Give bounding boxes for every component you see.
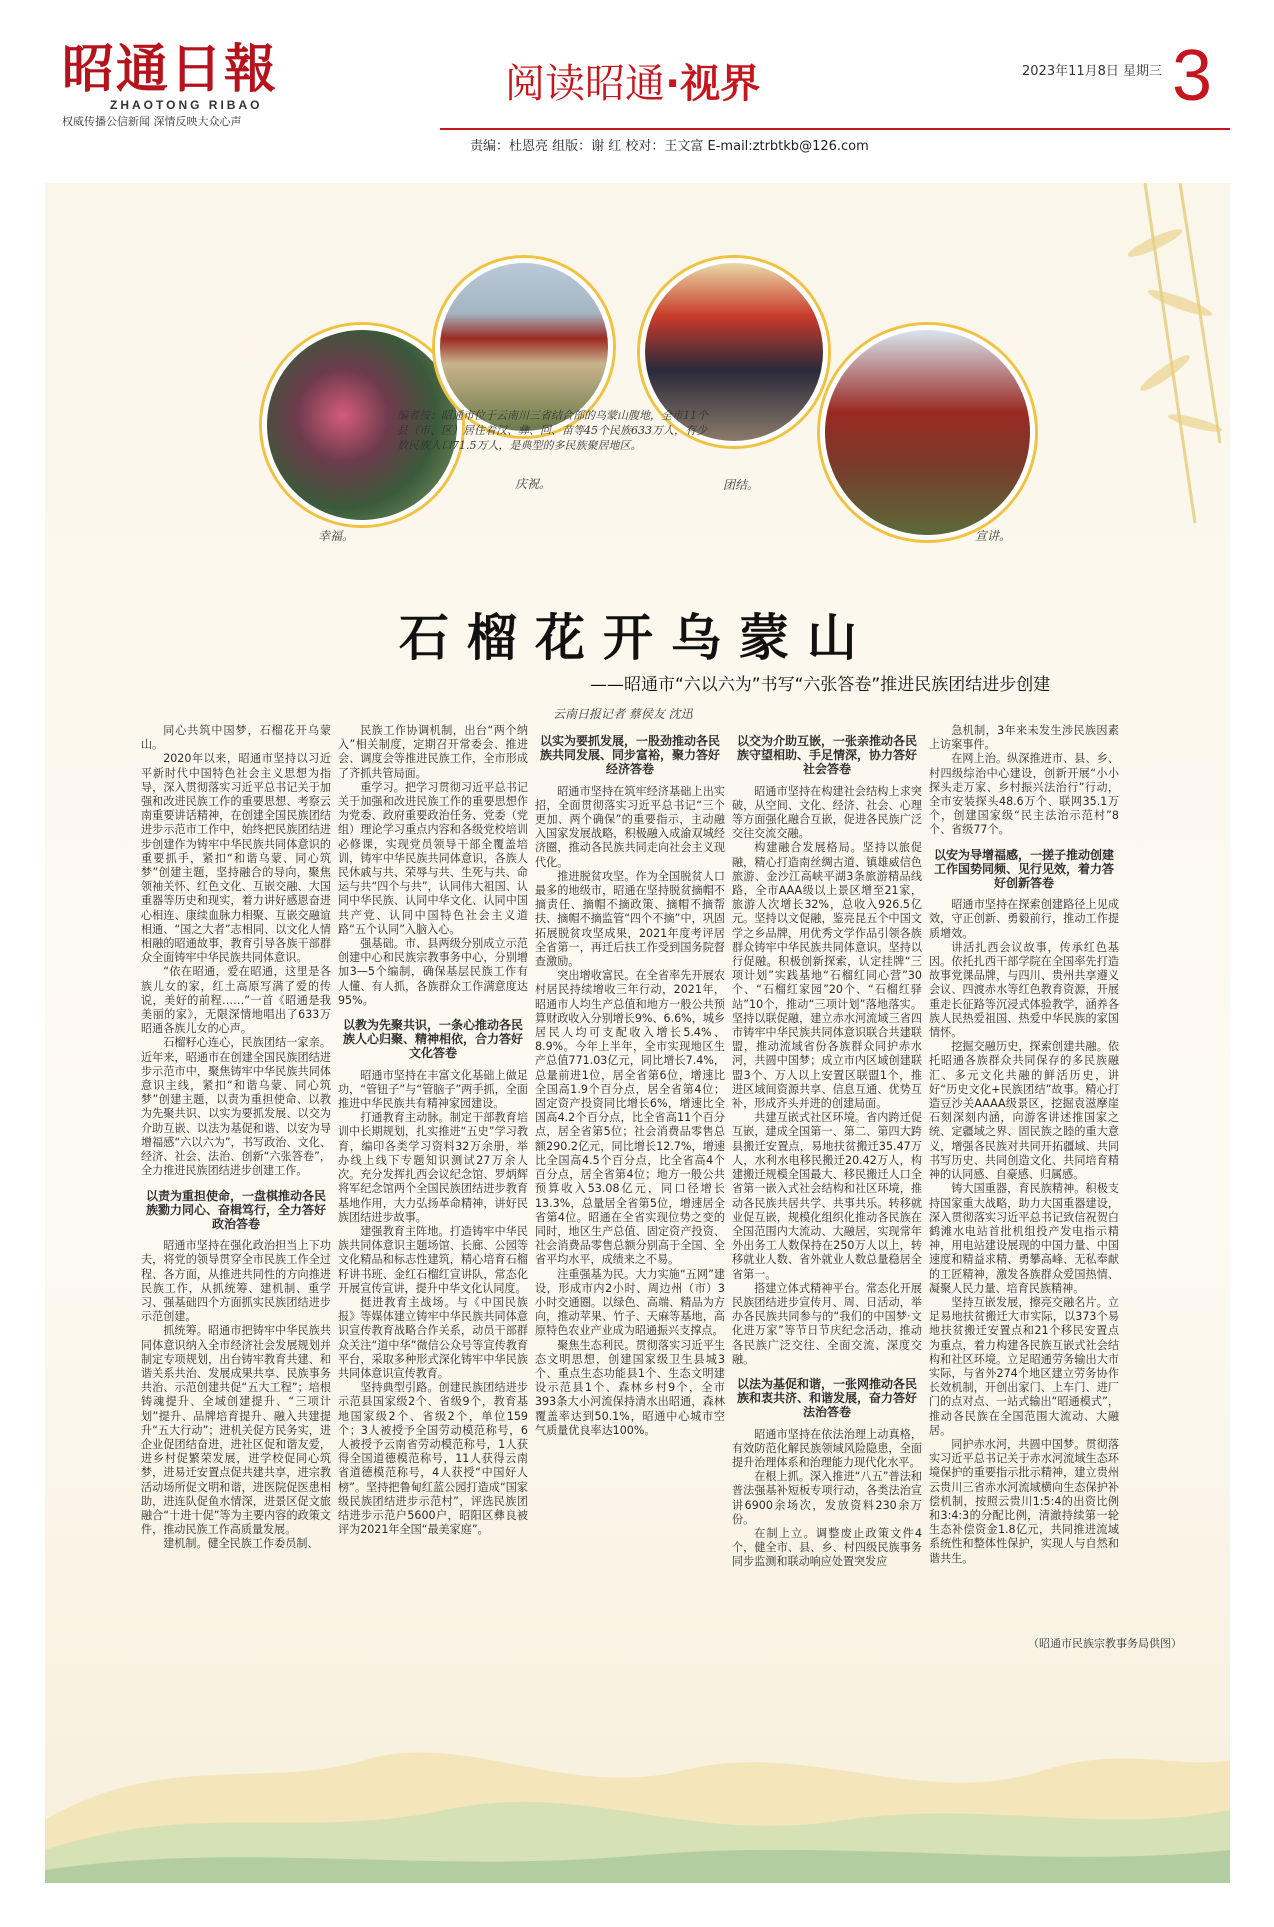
section-name-b: 视界 (680, 61, 761, 107)
article-column-4 (732, 724, 922, 1570)
photo-caption-happiness: 幸福。 (318, 529, 355, 543)
editor-note-text: 昭通市位于云南川三省结合部的乌蒙山腹地，全市11个县（市、区）居住着汉、彝、回、苗等45个民族633万人，有少数民族人口71.5万人，是典型的多民族聚居地区。 (397, 409, 708, 452)
paragraph: 建机制。健全民族工作委员制、 (163, 1537, 319, 1551)
paragraph: 昭通市坚持在丰富文化基础上做足功，“管钮子”与“管脑子”两手抓，全面推进中华民族共有精神家园建设。 (338, 1068, 528, 1111)
photo-caption-celebration: 庆祝。 (515, 477, 552, 491)
article-column-5 (929, 724, 1119, 1566)
paragraph: 挖掘交融历史，探索创建共融。依托昭通各族群众共同保存的多民族融汇、多元文化共融的鲜活历史，讲好“历史文化+民族团结”故事。精心打造豆沙关AAAA级景区，挖掘袁滋摩崖石刻深刻内涵，向游客讲述推国家之统、定疆域之界、固民族之睦的重大意义，增强各民族对共同开拓疆域、共同书写历史、共同创造文化、共同培育精神的认同感、自豪感、归属感。 (929, 1040, 1119, 1182)
paragraph: 突出增收富民。在全省率先开展农村居民持续增收三年行动，2021年，昭通市人均生产总值和地方一般公共预算财政收入分别增长9%、6.6%，城乡居民人均可支配收入增长5.4%、8.9%。今年上半年，全市实现地区生产总值771.03亿元，同比增长7.4%，总量前进1位，居全省第6位，增速比全国高1.9个百分点，居全省第4位；固定资产投资同比增长6%，增速比全国高4.2个百分点，比全省高11个百分点，居全省第5位；社会消费品零售总额290.2亿元，同比增长12.7%，增速比全国高4.5个百分点，比全省高4个百分点，居全省第4位；地方一般公共预算收入53.08亿元，同口径增长13.3%，总量居全省第5位，增速居全省第4位。昭通在全省实现位势之变的同时，地区生产总值、固定资产投资、社会消费品零售总额分别高于全国、全省平均水平，成绩来之不易。 (535, 969, 726, 1267)
section-subheading: 以责为重担使命，一盘棋推动各民族勠力同心、奋楫笃行，全力答好政治答卷 (145, 1188, 326, 1231)
section-subheading: 以教为先聚共识，一条心推动各民族人心归聚、精神相依，合力答好文化答卷 (342, 1018, 523, 1061)
article-headline: 石榴花开乌蒙山 (399, 609, 875, 667)
paragraph: 昭通市坚持在依法治理上动真格，有效防范化解民族领域风险隐患，全面提升治理体系和治理能力现代化水平。 (732, 1427, 922, 1469)
section-subheading: 以法为基促和谐，一张网推动各民族和衷共济、和谐发展，奋力答好法治答卷 (736, 1376, 917, 1420)
article-column-1 (141, 724, 331, 1552)
paragraph: 注重强基为民。大力实施“五网”建设，形成市内2小时、周边州（市）3小时交通圈。以绿色、高端、精品为方向，推动苹果、竹子、天麻等基地，高原特色农业产业成为昭通振兴支撑点。 (535, 1267, 725, 1338)
section-subheading: 以实为要抓发展，一股劲推动各民族共同发展、同步富裕，聚力答好经济答卷 (539, 734, 720, 777)
paragraph: 昭通市坚持在构建社会结构上求突破，从空间、文化、经济、社会、心理等方面强化融合互嵌，促进各民族广泛交往交流交融。 (732, 784, 922, 841)
dateline: 2023年11月8日 星期三 (1022, 64, 1163, 79)
paragraph: 挺进教育主战场。与《中国民族报》等媒体建立铸牢中华民族共同体意识宣传教育战略合作关系，动员干部群众关注“道中华”微信公众号等宣传教育平台，采取多种形式深化铸牢中华民族共同体意识宣传教育。 (338, 1295, 528, 1380)
paragraph: 铸大国重器，育民族精神。积极支持国家重大战略，助力大国重器建设，深入贯彻落实习近平总书记致信祝贺白鹤滩水电站首批机组投产发电指示精神，用电站建设展现的中国力量、中国速度和精益求精、勇攀高峰、无私奉献的工匠精神，激发各族群众爱国热情、凝聚人民力量、培育民族精神。 (929, 1182, 1119, 1295)
paragraph: 石榴籽心连心，民族团结一家亲。近年来，昭通市在创建全国民族团结进步示范市中，聚焦铸牢中华民族共同体意识主线，紧扣“和谐乌蒙、同心筑梦”创建主题，以责为重担使命、以教为先聚共识、以实为要抓发展、以交为介助互嵌、以法为基促和谐、以安为导增福感“六以六为”，书写政治、文化、经济、社会、法治、创新“六张答卷”，全力推进民族团结进步创建工作。 (141, 1036, 331, 1178)
section-dot: · (665, 61, 681, 107)
paragraph: 同心共筑中国梦，石榴花开乌蒙山。 (141, 724, 331, 752)
paragraph: 重学习。把学习贯彻习近平总书记关于加强和改进民族工作的重要思想作为党委、政府重要政治任务、党委（党组）理论学习重点内容和各级党校培训必修课，实现党员领导干部全覆盖培训，铸牢中华民族共同体意识，各族人民休戚与共、荣辱与共、生死与共、命运与共“四个与共”，认同伟大祖国、认同中华民族、认同中华文化、认同中国共产党、认同中国特色社会主义道路“五个认同”入脑入心。 (338, 780, 528, 936)
paragraph: 坚持典型引路。创建民族团结进步示范县国家级2个、省级9个，教育基地国家级2个、省级2个，单位159个；3人被授予全国劳动模范称号，6人被授予云南省劳动模范称号，1人获得全国道德模范称号，11人获得云南省道德模范称号，4人获授“中国好人榜”。坚持把鲁甸红蓝公园打造成“国家级民族团结进步示范村”，评选民族团结进步示范户5600户，昭阳区彝良被评为2021年全国“最美家庭”。 (338, 1381, 528, 1537)
paragraph: 在网上治。纵深推进市、县、乡、村四级综治中心建设，创新开展“小小探头走万家、乡村振兴法治行”行动，全市安装探头48.6万个、联网35.1万个，创建国家级“民主法治示范村”8个、省级77个。 (929, 752, 1119, 837)
paragraph: 推进脱贫攻坚。作为全国脱贫人口最多的地级市，昭通在坚持脱贫摘帽不摘责任、摘帽不摘政策、摘帽不摘帮扶、摘帽不摘监管“四个不摘”中，巩固拓展脱贫攻坚成果，2021年度考评居全省第一，再迁后扶工作受到国务院督查激励。 (535, 869, 725, 969)
article-column-2 (338, 724, 528, 1537)
article-subhead: ——昭通市“六以六为”书写“六张答卷”推进民族团结进步创建 (590, 675, 1051, 695)
paragraph: 共建互嵌式社区环境。省内跨迁促互嵌，建成全国第一、第二、第四大跨县搬迁安置点，易地扶贫搬迁35.47万人，水利水电移民搬迁20.42万人，构建搬迁规模全国最大、移民搬迁人口全省第一嵌入式社会结构和社区环境，推动各民族共居共学、共事共乐。转移就业促互嵌，规模化组织化推动各民族在全国范围内大流动、大融居，实现常年外出务工人数保持在250万人以上，转移就业人数、省外就业人数总量稳居全省第一。 (732, 1111, 922, 1281)
article-column-3 (535, 724, 725, 1438)
paragraph: 急机制，3年来未发生涉民族因素上访案事件。 (929, 724, 1119, 752)
editor-credits: 责编：杜恩亮 组版：谢 红 校对：王文富 E-mail:ztrbtkb@126.com (470, 139, 869, 154)
paragraph: 坚持互嵌发展，擦亮交融名片。立足易地扶贫搬迁大市实际，以373个易地扶贫搬迁安置点和21个移民安置点为重点，着力构建各民族互嵌式社会结构和社区环境。立足昭通劳务输出大市实际，与省外274个地区建立劳务协作长效机制，开创出家门、上车门、进厂门的点对点、一站式输出“昭通模式”，推动各民族在全国范围大流动、大融居。 (929, 1295, 1119, 1437)
paragraph: 昭通市坚持在筑牢经济基础上出实招，全面贯彻落实习近平总书记“三个更加、两个确保”的重要指示，主动融入国家发展战略，积极融入成渝双城经济圈，推动各民族共同走向社会主义现代化。 (535, 784, 725, 869)
photo-caption-unity: 团结。 (723, 478, 760, 492)
paragraph: 昭通市坚持在探索创建路径上见成效，守正创新、勇毅前行，推动工作提质增效。 (929, 898, 1119, 940)
logo-slogan: 权威传播公信新闻 深情反映大众心声 (62, 115, 242, 128)
editor-note-label: 编者按： (397, 409, 441, 422)
photo-lecture (820, 325, 1035, 540)
section-name-a: 阅读昭通 (505, 61, 665, 107)
editor-note (397, 408, 717, 453)
photo-credit: （昭通市民族宗教事务局供图） (1028, 1637, 1182, 1650)
paragraph: 同护赤水河，共圆中国梦。贯彻落实习近平总书记关于赤水河流域生态环境保护的重要指示批示精神，建立贵州云贵川三省赤水河流域横向生态保护补偿机制，按照云贵川1:5:4的出资比例和3:4:3的分配比例，清澈持续第一轮生态补偿资金1.8亿元，共同推进流域系统性和整体性保护，实现人与自然和谐共生。 (929, 1437, 1119, 1565)
paragraph: 聚焦生态利民。贯彻落实习近平生态文明思想，创建国家级卫生县城3个、重点生态功能县1个、生态文明建设示范县1个、森林乡村9个，全市393条大小河流保持清水出昭通，森林覆盖率达到50.1%，昭通中心城市空气质量优良率达100%。 (535, 1338, 725, 1437)
mountain-decoration (45, 1660, 1230, 1883)
paragraph: 2020年以来，昭通市坚持以习近平新时代中国特色社会主义思想为指导，深入贯彻落实习近平总书记关于加强和改进民族工作的重要思想、考察云南重要讲话精神，在创建全国民族团结进步示范市工作中，始终把民族团结进步创建作为铸牢中华民族共同体意识的重要抓手，紧扣“和谐乌蒙、同心筑梦”创建主题，坚持融合的导向，聚焦领袖关怀、红色文化、互嵌交融、大国重器等历史和现实，着力讲好感恩奋进心相连、康续血脉力相聚、互嵌交融谊相通、“国之大者”志相同、以文化人情相融的昭通故事，教育引导各族干部群众全面铸牢中华民族共同体意识。 (141, 752, 331, 965)
paragraph: 在制上立。调整废止政策文件4个，健全市、县、乡、村四级民族事务同步监测和联动响应处置突发应 (732, 1526, 922, 1569)
bamboo-decoration (1085, 183, 1230, 543)
paragraph: 打通教育主动脉。制定干部教育培训中长期规划，扎实推进“五史”学习教育，编印各类学习资料32万余册，举办线上线下专题知识测试27万余人次。充分发挥扎西会议纪念馆、罗炳辉将军纪念馆两个全国民族团结进步教育基地作用，大力弘扬革命精神，讲好民族团结进步故事。 (338, 1111, 528, 1224)
newspaper-logo: 昭通日報 (62, 39, 279, 100)
paragraph: 构建融合发展格局。坚持以旅促融，精心打造南丝绸古道、镇雄威信色旅游、金沙江高峡平湖3条旅游精品线路，全市AAA级以上景区增至21家，旅游人次增长32%，总收入926.5亿元。坚持以文促融，鉴亮昆五个中国文学之乡品牌，用优秀文学作品引领各族群众铸牢中华民族共同体意识。坚持以行促融。积极创新探索，认定挂牌“三项计划”实践基地“石榴红同心营”30个、“石榴红家园”20个、“石榴红驿站”10个，推动“三项计划”落地落实。坚持以联促融，建立赤水河流域三省四市铸牢中华民族共同体意识联合共建联盟，推动流域省份各族群众同护赤水河，共圆中国梦；成立市内区域创建联盟3个、万人以上安置区联盟1个，推进区域间资源共享、信息互通、优势互补，形成齐头并进的创建局面。 (732, 841, 922, 1111)
header-rule (440, 128, 1230, 130)
paragraph: 抓统筹。昭通市把铸牢中华民族共同体意识纳入全市经济社会发展规划并制定专项规划，出台铸牢教育共建、和谐关系共治、发展成果共享、民族事务共治、示范创建共促“五大工程”；培根铸魂提升、全域创建提升、“三项计划”提升、品牌培育提升、融入共建提升“五大行动”；进机关促方民务实，进企业促团结奋进，进社区促和谐友爱，进乡村促繁荣发展，进学校促同心筑梦，进易迁安置点促共建共享，进宗教活动场所促文明和谐，进医院促医患相助，进连队促鱼水情深，进景区促文旅融合“十进十促”等为主要内容的政策文件，推动民族工作高质量发展。 (141, 1324, 331, 1537)
logo-pinyin: ZHAOTONG RIBAO (110, 98, 263, 112)
section-title (505, 52, 760, 109)
section-subheading: 以交为介助互嵌，一张亲推动各民族守望相助、手足情深，协力答好社会答卷 (736, 734, 917, 777)
photo-caption-lecture: 宣讲。 (975, 529, 1012, 543)
section-subheading: 以安为导增福感，一搓子推动创建工作国势同频、见行见效，着力答好创新答卷 (933, 847, 1114, 891)
paragraph: 讲活扎西会议故事，传承红色基因。依托扎西干部学院在全国率先打造故事党课品牌，与四川、贵州共享遵义会议、四渡赤水等红色教育资源，开展重走长征路等沉浸式体验教学，涵养各族人民热爱祖国、热爱中华民族的家国情怀。 (929, 940, 1119, 1040)
paragraph: 昭通市坚持在强化政治担当上下功夫，将党的领导贯穿全市民族工作全过程、各方面，从推进共同性的方向推进民族工作，从抓统筹、建机制、重学习、强基础四个方面抓实民族团结进步示范创建。 (141, 1239, 331, 1324)
page-number: 3 (1172, 36, 1213, 116)
paragraph: 搭建立体式精神平台。常态化开展民族团结进步宣传月、周、日活动，举办各民族共同参与的“我们的中国梦·文化进万家”等节日节庆纪念活动，推动各民族广泛交往、全面交流、深度交融。 (732, 1281, 922, 1366)
masthead (0, 0, 1274, 154)
article-byline: 云南日报记者 蔡侯友 沈迅 (553, 707, 693, 721)
paragraph: “依在昭通，爱在昭通，这里是各族儿女的家，红土高原写满了爱的传说，美好的前程……”一首《昭通是我美丽的家》，无限深情地唱出了633万昭通各族儿女的心声。 (141, 965, 331, 1036)
paragraph: 强基础。市、县两级分别成立示范创建中心和民族宗教事务中心，分别增加3—5个编制，确保基层民族工作有人懂、有人抓，各族群众工作满意度达95%。 (338, 937, 528, 1007)
paragraph: 在根上抓。深入推进“八五”普法和普法强基补短板专项行动，各类法治宣讲6900余场次，发放资料230余万份。 (732, 1470, 922, 1526)
paragraph: 民族工作协调机制，出台“两个纳入”相关制度，定期召开常委会、推进会、调度会等推进民族工作，全市形成了齐抓共管局面。 (338, 724, 528, 780)
paragraph: 建强教育主阵地。打造铸牢中华民族共同体意识主题场馆、长廊、公园等文化精品和标志性建筑，精心培育石榴籽讲书班、金红石榴红宣讲队，常态化开展宣传宣讲，提升中华文化认同度。 (338, 1224, 528, 1295)
